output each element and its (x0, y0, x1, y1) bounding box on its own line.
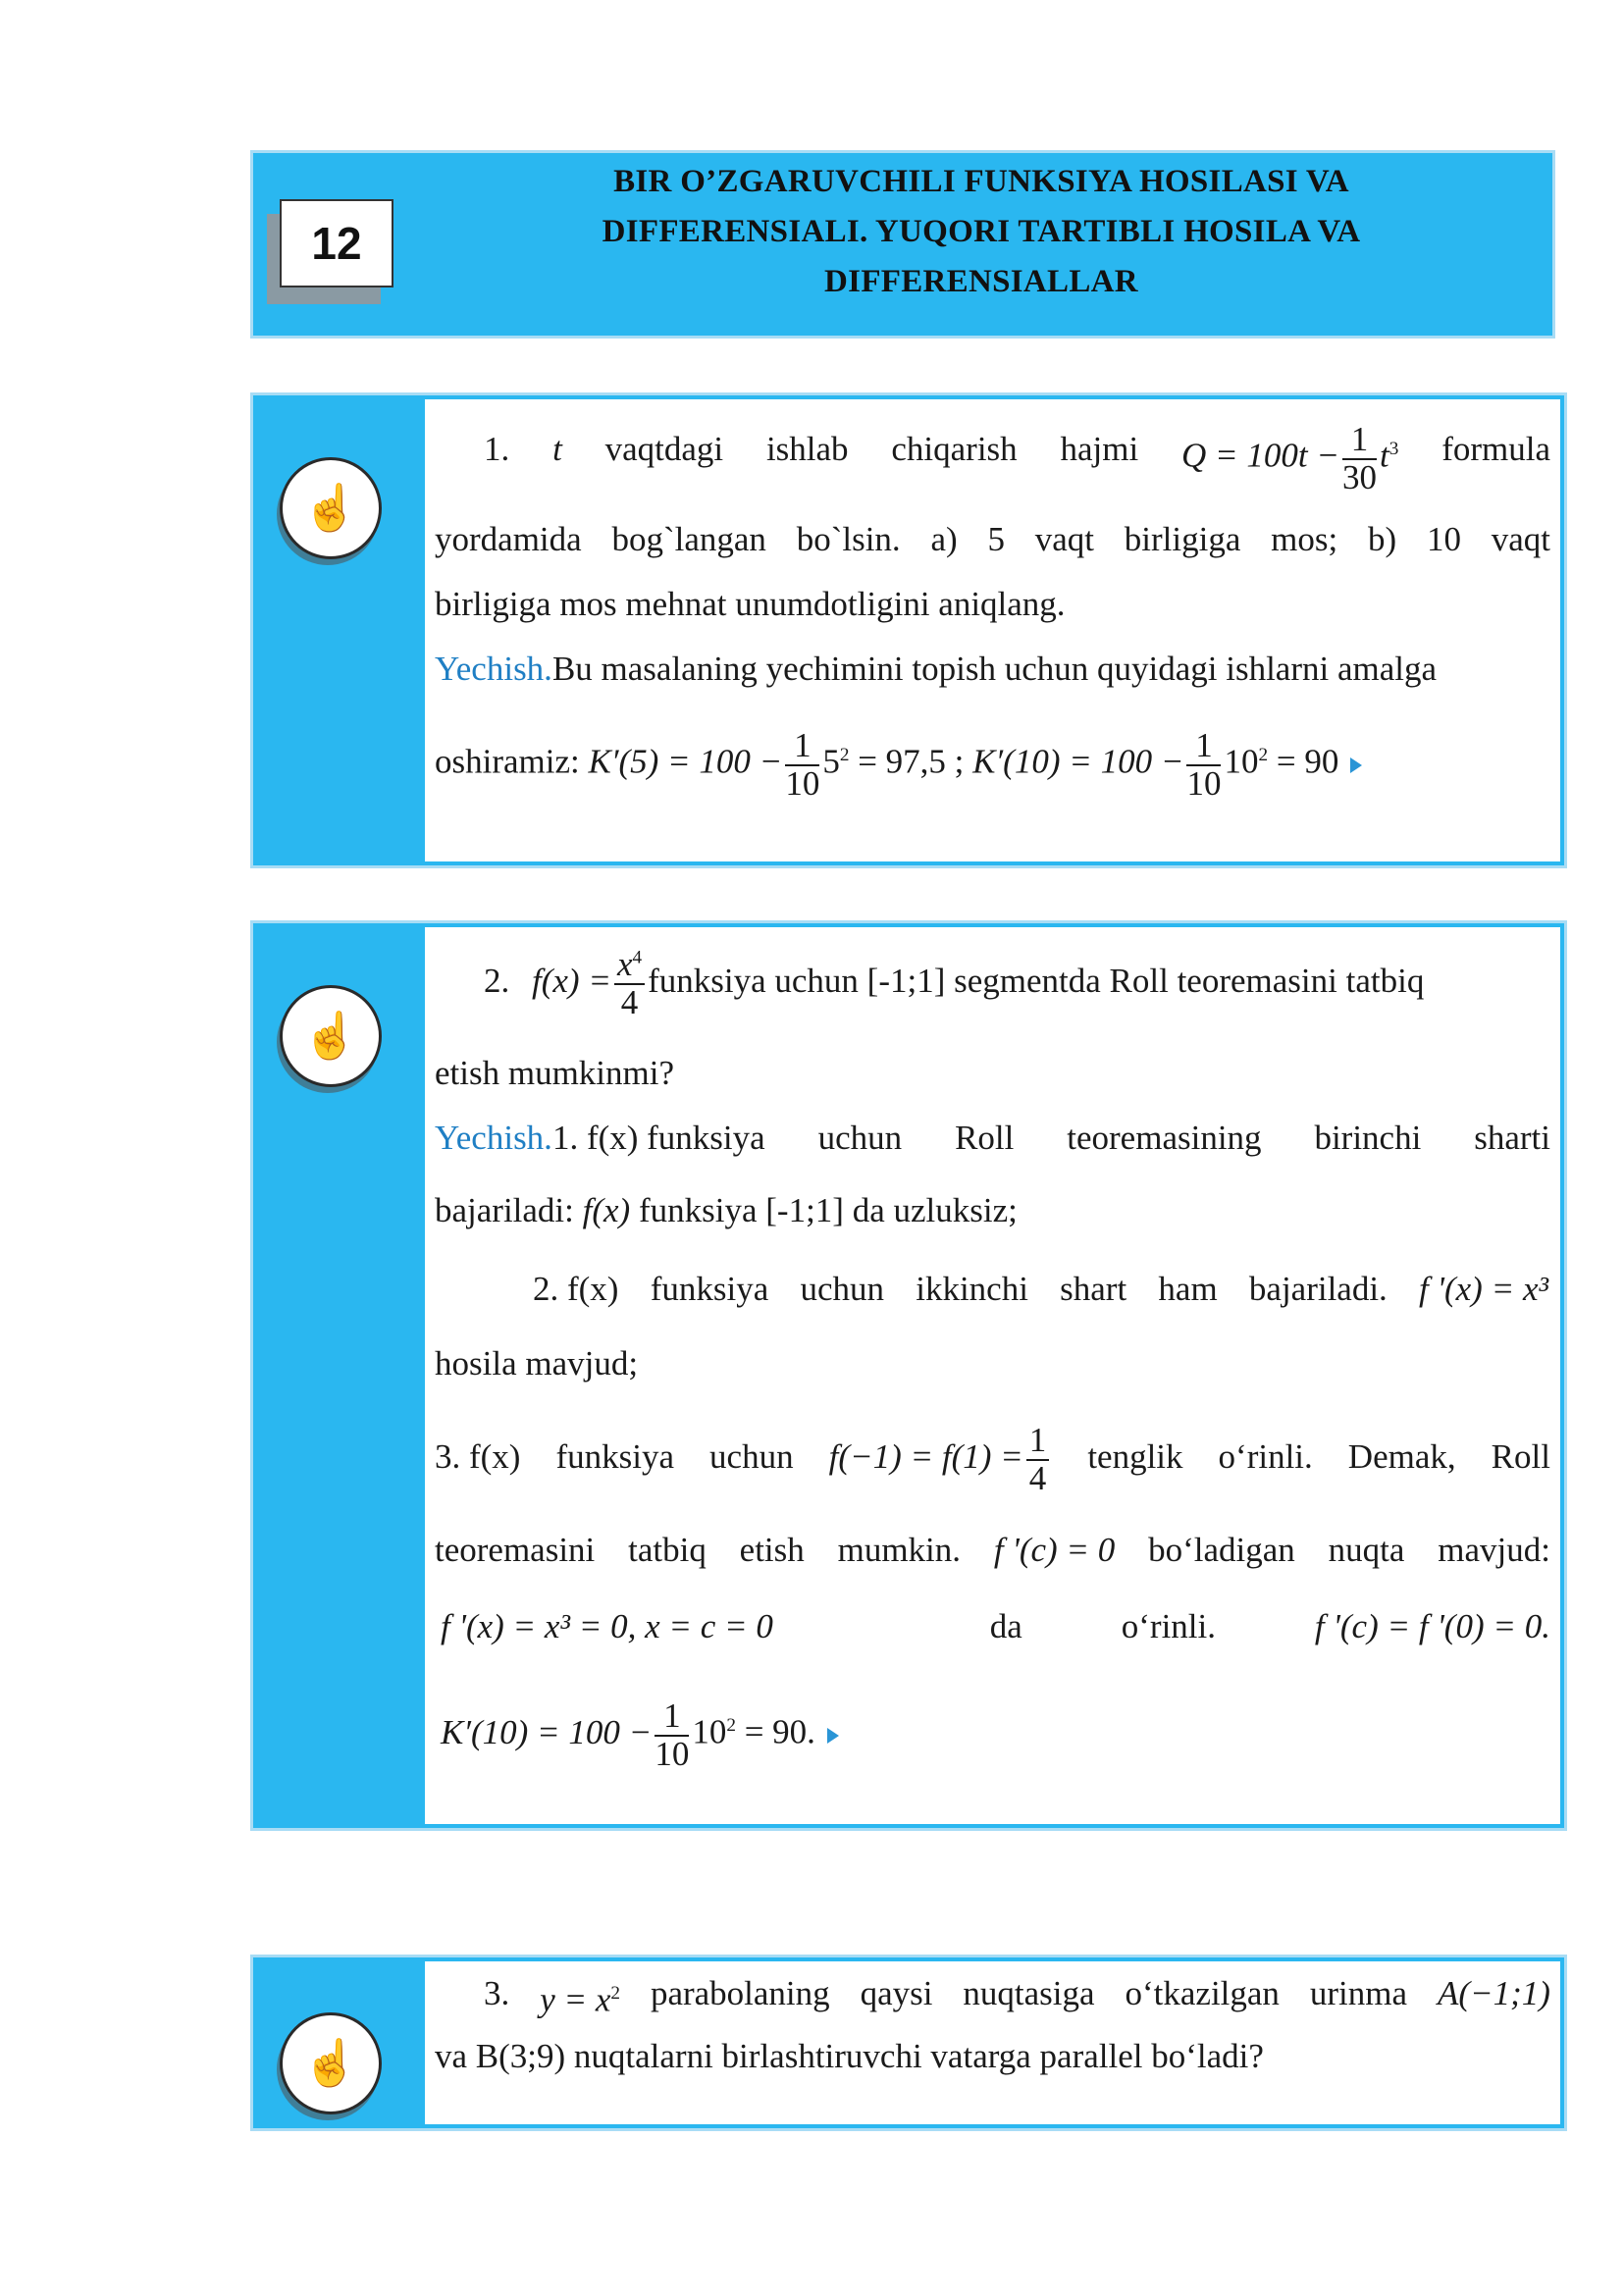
problem1-line2 (435, 518, 1550, 561)
sol-word: da (989, 1607, 1022, 1645)
fraction-den: 30 (1342, 457, 1378, 496)
fraction-den: 10 (1186, 763, 1222, 803)
problem1-word: birligiga (1124, 520, 1241, 558)
problem1-word: yordamida (435, 520, 582, 558)
fraction-den: 10 (785, 763, 820, 803)
calc2-base: 10 (1224, 742, 1259, 781)
sol-word: tenglik (1087, 1437, 1183, 1476)
end-of-solution-icon (827, 1728, 839, 1744)
fraction-num: 1 (1342, 422, 1377, 460)
sol-word: uchun (709, 1437, 794, 1476)
fraction-num: x (616, 945, 633, 984)
sol-word: uchun (800, 1270, 884, 1308)
problem1-word: formula (1441, 430, 1550, 468)
sol-word: tatbiq (628, 1531, 707, 1569)
fraction (614, 947, 645, 1021)
problem3-point: A(−1;1) (1437, 1974, 1550, 2012)
pointing-hand-icon: ☝ (280, 2012, 382, 2114)
chapter-number: 12 (280, 199, 393, 287)
problem1-line3: birligiga mos mehnat unumdotligini aniqlang. (435, 585, 1066, 623)
calc2-rhs: = 90 (1268, 742, 1339, 781)
pointing-hand-icon: ☝ (280, 985, 382, 1087)
problem3-word: nuqtasiga (963, 1974, 1095, 2012)
sol-word: mavjud: (1438, 1531, 1550, 1569)
sol-word: o‘rinli. (1218, 1437, 1313, 1476)
problem1-word: 5 (987, 520, 1005, 558)
problem2-text: funksiya uchun [-1;1] segmentda Roll teoremasini tatbiq (648, 962, 1425, 1000)
sol-formula: K′(10) = 100 − (441, 1712, 653, 1751)
problem1-word: vaqt (1491, 520, 1550, 558)
sol-word: teoremasini (435, 1531, 596, 1569)
sol-word: funksiya (555, 1437, 675, 1476)
problem2-fx: f(x) = (532, 962, 611, 1000)
sol-word: Roll (1491, 1437, 1550, 1476)
sol-word: 1. f(x) funksiya (551, 1119, 765, 1157)
fraction (785, 725, 820, 803)
fraction (1342, 419, 1378, 496)
sol-word: Roll (955, 1119, 1015, 1157)
problem1-word: vaqtdagi (604, 430, 724, 468)
problem1-line1 (435, 410, 1550, 496)
problem1-word: ishlab (765, 430, 849, 468)
sol-formula: f '(x) = x³ (1419, 1270, 1548, 1308)
formula-lhs: Q = 100t − (1181, 436, 1340, 475)
problem1-word: b) (1368, 520, 1397, 558)
sol-word: birinchi (1314, 1119, 1422, 1157)
formula-tail: t (1380, 436, 1389, 475)
fraction-den: 4 (1028, 1458, 1047, 1497)
sol-word: 2. f(x) (533, 1270, 619, 1308)
fraction (1026, 1423, 1050, 1497)
problem1-word: bog`langan (611, 520, 766, 558)
solution-text: Bu masalaning yechimini topish uchun quyidagi ishlarni amalga (551, 650, 1438, 688)
calc1-base: 5 (822, 742, 840, 781)
sol-word: ham (1158, 1270, 1218, 1308)
calc1-exp: 2 (839, 745, 850, 765)
sol-fx: f(x) (582, 1191, 631, 1229)
sol-rhs: = 90. (735, 1712, 815, 1751)
problem2-solution-line8 (435, 1682, 1550, 1777)
sol-base: 10 (692, 1712, 727, 1751)
problem2-solution-line5 (435, 1413, 1550, 1501)
problem1-solution (435, 648, 1550, 691)
problem2-solution-line1 (435, 1117, 1550, 1160)
problem2-solution-line4: hosila mavjud; (435, 1344, 639, 1382)
chapter-title-line3: DIFFERENSIALLAR (824, 264, 1138, 299)
problem3-eq: y = x (540, 1980, 611, 2019)
problem3-word: urinma (1309, 1974, 1408, 2012)
problem1-word: a) (930, 520, 958, 558)
problem2-solution-line3 (533, 1268, 1548, 1311)
fraction-num: 1 (785, 728, 819, 766)
chapter-title (461, 157, 1501, 307)
fraction-num: 1 (655, 1698, 689, 1737)
sol-word: shart (1060, 1270, 1127, 1308)
problem2-line1 (435, 937, 1550, 1025)
fraction (1186, 725, 1222, 803)
sol-formula: f(−1) = f(1) = (828, 1437, 1023, 1476)
sol-word: mumkin. (837, 1531, 962, 1569)
problem3-line1 (435, 1964, 1550, 2030)
formula-exp: 3 (1388, 439, 1399, 459)
solution-label: Yechish. (435, 1119, 552, 1157)
sol-word: bo‘ladigan (1148, 1531, 1295, 1569)
sol-word: sharti (1474, 1119, 1550, 1157)
problem2-solution-line2 (435, 1189, 1550, 1232)
problem1-number: 1. (484, 430, 510, 468)
problem1-word: mos; (1271, 520, 1338, 558)
sol-formula: f '(x) = x³ = 0, x = c = 0 (441, 1607, 773, 1645)
problem1-formula (1181, 410, 1398, 496)
problem1-word: chiqarish (891, 430, 1018, 468)
sol-word: bajariladi. (1248, 1270, 1388, 1308)
solution-label: Yechish. (435, 650, 552, 688)
problem3-word: qaysi (860, 1974, 933, 2012)
fraction-num-exp: 4 (632, 947, 643, 968)
sol-word: ikkinchi (916, 1270, 1028, 1308)
fraction-den: 4 (620, 982, 639, 1021)
problem3-number: 3. (484, 1974, 510, 2012)
problem3-word: o‘tkazilgan (1125, 1974, 1280, 2012)
calc1-lhs: K′(5) = 100 − (588, 742, 783, 781)
calc2-exp: 2 (1258, 745, 1269, 765)
problem3-eq-exp: 2 (610, 1983, 620, 2004)
sol-word: nuqta (1328, 1531, 1405, 1569)
sol-word: Demak, (1347, 1437, 1456, 1476)
sol-formula: f '(c) = 0 (993, 1531, 1116, 1569)
sol-word: teoremasining (1067, 1119, 1262, 1157)
sol-word: uchun (817, 1119, 903, 1157)
end-of-solution-icon (1350, 757, 1362, 773)
pointing-hand-icon: ☝ (280, 457, 382, 559)
problem1-word: hajmi (1060, 430, 1139, 468)
sol-word: o‘rinli. (1121, 1607, 1216, 1645)
calc1-rhs: = 97,5 ; (849, 742, 973, 781)
sol-exp: 2 (726, 1715, 736, 1736)
chapter-title-line2: DIFFERENSIALI. YUQORI TARTIBLI HOSILA VA (602, 214, 1361, 249)
problem2-solution-line6 (435, 1529, 1550, 1572)
fraction-den: 10 (655, 1734, 690, 1773)
fraction (655, 1695, 690, 1773)
problem1-calc (435, 716, 1550, 802)
sol-word: etish (739, 1531, 805, 1569)
calc-prefix: oshiramiz: (435, 742, 589, 781)
problem2-number: 2. (484, 962, 510, 1000)
problem3-word: parabolaning (650, 1974, 830, 2012)
sol-text: funksiya [-1;1] da uzluksiz; (630, 1191, 1018, 1229)
fraction-num: 1 (1186, 728, 1221, 766)
calc2-lhs: K′(10) = 100 − (972, 742, 1184, 781)
problem1-word: bo`lsin. (796, 520, 901, 558)
problem3-line2: va B(3;9) nuqtalarni birlashtiruvchi vatarga parallel bo‘ladi? (435, 2037, 1264, 2075)
sol-formula: f '(c) = f '(0) = 0. (1314, 1607, 1550, 1645)
chapter-title-line1: BIR O’ZGARUVCHILI FUNKSIYA HOSILASI VA (613, 164, 1349, 199)
problem2-line2: etish mumkinmi? (435, 1054, 675, 1092)
sol-word: 3. f(x) (435, 1437, 521, 1476)
problem1-word: 10 (1426, 520, 1461, 558)
fraction-num: 1 (1026, 1423, 1050, 1461)
problem1-word: vaqt (1034, 520, 1094, 558)
problem2-solution-line7 (435, 1605, 1550, 1648)
sol-text: bajariladi: (435, 1191, 583, 1229)
problem1-var-t: t (552, 430, 562, 468)
sol-word: funksiya (650, 1270, 769, 1308)
